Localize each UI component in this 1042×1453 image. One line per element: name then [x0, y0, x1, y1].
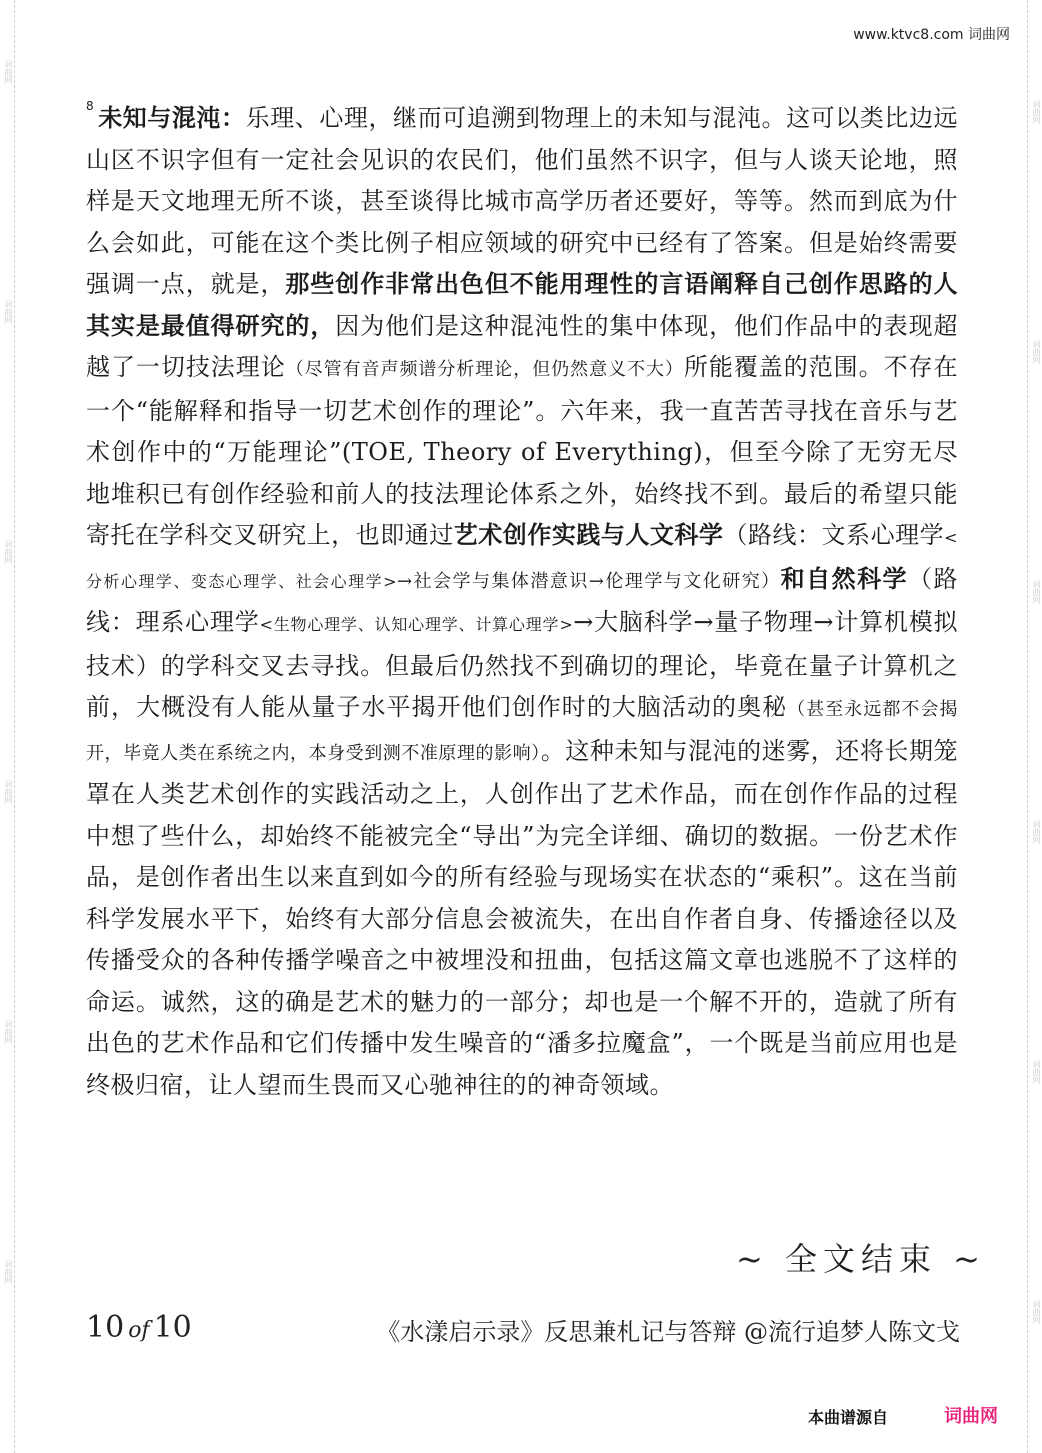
margin-watermark: 词曲网	[1032, 1300, 1041, 1324]
margin-watermark: 词曲网	[4, 1260, 13, 1284]
route-open: （路线：	[723, 521, 822, 549]
route-rest: →大脑科学→量子物理→计算机模拟技术）	[86, 608, 959, 680]
end-mark: ~ 全文结束 ~	[736, 1240, 986, 1278]
emphasis-humanities: 艺术创作实践与人文科学	[453, 521, 724, 549]
route-sub: <生物心理学、认知心理学、计算心理学>	[259, 615, 574, 634]
page-of: of	[128, 1318, 150, 1343]
body-text: 因为他们是这种混沌性的集中体现，他们作品中的表现超越了一切技法理论	[86, 311, 958, 381]
margin-watermark: 词曲网	[4, 300, 13, 324]
margin-watermark: 词曲网	[4, 780, 13, 804]
margin-watermark: 词曲网	[4, 60, 13, 84]
emphasis-natural-science: 自然科学	[806, 564, 909, 593]
body-text: 。这种未知与混沌的迷雾，还将长期笼罩在人类艺术创作的实践活动之上，人创作出了艺术作品，而在创作作品的过程中想了些什么，却始终不能被完全“导出”为完全详细、确切的数据。一份艺术作品，是创作者出生以来直到如今的所有经验与现场实在状态的“乘积”。这在当前科学发展水平下，始终有大部分信息会被流失，在出自作者自身、传播途径以及传播受众的各种传播学噪音之中被埋没和扭曲，包括这篇文章也逃脱不了这样的命运。诚然，这的确是艺术的魅力的一部分；却也是一个解不开的，造就了所有出色的艺术作品和它们传播中发生噪音的“潘多拉魔盒”，一个既是当前应用也是终极归宿，让人望而生畏而又心驰神往的的神奇领域。	[86, 736, 958, 1099]
parenthetical-note: （尽管有音声频谱分析理论，但仍然意义不大）	[285, 359, 684, 380]
source-site-link[interactable]: 词曲网	[944, 1406, 998, 1427]
body-text: 的学科交叉去寻找。但最后仍然找不到确切的理论，毕竟在量子计算机之前，大概没有人能从量子水平揭开他们创作时的大脑活动的奥秘	[86, 651, 958, 721]
margin-watermark: 词曲网	[1032, 1060, 1041, 1084]
source-label: 本曲谱源自	[808, 1408, 889, 1427]
left-margin-strip	[0, 0, 15, 1453]
margin-watermark: 词曲网	[1032, 820, 1041, 844]
margin-watermark: 词曲网	[1032, 580, 1041, 604]
footnote-heading: 未知与混沌：	[98, 104, 246, 132]
page-current: 10	[86, 1310, 125, 1345]
right-margin-strip	[1027, 0, 1042, 1453]
route-main: 理系心理学	[135, 608, 260, 636]
body-text: 所能覆盖的范围。不存在一个“能解释和指导一切艺术创作的理论”。六年来，我一直苦苦寻找在音乐与艺术创作中的“万能理论”(TOE, Theory of Everything)，但至今除了无穷无尽地堆积已有创作经验和前人的技法理论体系之外，始终找不到。最后的希望只能寄托在学科交叉研究上，也即通过	[86, 353, 959, 549]
footnote-paragraph	[86, 86, 958, 1106]
margin-watermark: 词曲网	[4, 540, 13, 564]
footnote-body	[86, 86, 958, 1106]
page-number	[86, 1310, 192, 1345]
route-open: （路线：	[86, 564, 959, 636]
route-main: 文系心理学	[821, 521, 945, 549]
margin-watermark: 词曲网	[4, 1020, 13, 1044]
margin-watermark: 词曲网	[1032, 340, 1041, 364]
route-rest: →社会学与集体潜意识→伦理学与文化研究）	[396, 570, 781, 592]
body-text: 乐理、心理，继而可追溯到物理上的未知与混沌。这可以类比边远山区不识字但有一定社会见识的农民们，他们虽然不识字，但与人谈天论地，照样是天文地理无所不谈，甚至谈得比城市高学历者还要好，等等。然而到底为什么会如此，可能在这个类比例子相应领域的研究中已经有了答案。但是始终需要强调一点，就是，	[86, 104, 959, 298]
footnote-number: 8	[86, 99, 95, 113]
margin-watermark: 词曲网	[1032, 100, 1041, 124]
parenthetical-note: （甚至永远都不会揭开，毕竟人类在系统之内，本身受到测不准原理的影响）	[86, 699, 959, 764]
site-tag[interactable]: www.ktvc8.com 词曲网	[853, 27, 1010, 43]
footer-author: @流行追梦人陈文戈	[744, 1318, 960, 1346]
emphasis-text: 那些创作非常出色但不能用理性的言语阐释自己创作思路的人其实是最值得研究的，	[86, 270, 959, 340]
footer-title: 《水漾启示录》反思兼札记与答辩	[376, 1318, 737, 1346]
page-total: 10	[153, 1310, 192, 1345]
footer-title-line	[310, 1312, 960, 1347]
and-word: 和	[780, 564, 807, 593]
route-sub: <分析心理学、变态心理学、社会心理学>	[86, 528, 959, 591]
